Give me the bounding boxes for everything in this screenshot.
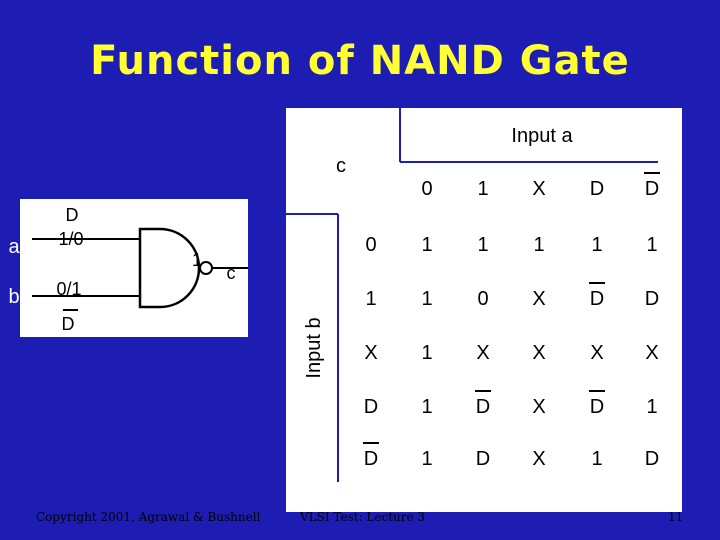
table-cell-r4-c3: 1 [591,448,603,470]
gate-input-b-label: b [8,286,20,308]
table-cell-r0-c4: 1 [646,234,658,256]
row-header-4: D [363,448,379,470]
complement-bar [363,442,379,444]
footer-lecture: VLSI Test: Lecture 3 [300,510,426,524]
table-cell-r3-c1: D [475,396,491,418]
complement-bar [475,390,491,392]
table-cell-r1-c4: D [644,288,660,310]
table-cell-r4-c4: D [644,448,660,470]
complement-bar [589,282,605,284]
table-cell-r0-c2: 1 [533,234,545,256]
table-cell-r1-c0: 1 [421,288,433,310]
gate-b-bottom-label: D [61,314,75,334]
table-cell-r2-c3: X [590,342,604,364]
table-cell-r2-c0: 1 [421,342,433,364]
gate-a-value: 1/0 [58,229,84,249]
col-header-3: D [589,178,605,200]
col-header-4: D [644,178,660,200]
table-cell-r3-c0: 1 [421,396,433,418]
table-cell-r4-c0: 1 [421,448,433,470]
complement-bar [644,172,660,174]
complement-bar [589,390,605,392]
row-header-2: X [364,342,378,364]
footer-copyright: Copyright 2001, Agrawal & Bushnell [36,510,261,524]
table-cell-r0-c3: 1 [591,234,603,256]
table-cell-r2-c1: X [476,342,490,364]
table-cell-r3-c4: 1 [646,396,658,418]
output-c-label: c [336,155,346,177]
col-header-1: 1 [477,178,489,200]
gate-bubble-value: 1 [191,250,202,270]
row-title-input-b: Input b [303,317,325,379]
gate-a-top-label: D [65,205,79,225]
col-header-0: 0 [421,178,433,200]
gate-b-value: 0/1 [56,279,82,299]
table-cell-r4-c2: X [532,448,546,470]
table-cell-r0-c1: 1 [477,234,489,256]
table-cell-r3-c2: X [532,396,546,418]
table-cell-r0-c0: 1 [421,234,433,256]
col-header-2: X [532,178,546,200]
table-cell-r3-c3: D [589,396,605,418]
row-header-1: 1 [365,288,377,310]
table-cell-r4-c1: D [475,448,491,470]
row-header-0: 0 [365,234,377,256]
gate-output-label: c [226,263,236,283]
table-cell-r1-c1: 0 [477,288,489,310]
gate-input-a-label: a [8,236,20,258]
footer-page-number: 11 [668,510,684,524]
table-cell-r2-c4: X [645,342,659,364]
col-title-input-a: Input a [511,125,573,147]
table-cell-r1-c3: D [589,288,605,310]
table-cell-r1-c2: X [532,288,546,310]
row-header-3: D [363,396,379,418]
table-cell-r2-c2: X [532,342,546,364]
slide-title: Function of NAND Gate [90,38,630,84]
